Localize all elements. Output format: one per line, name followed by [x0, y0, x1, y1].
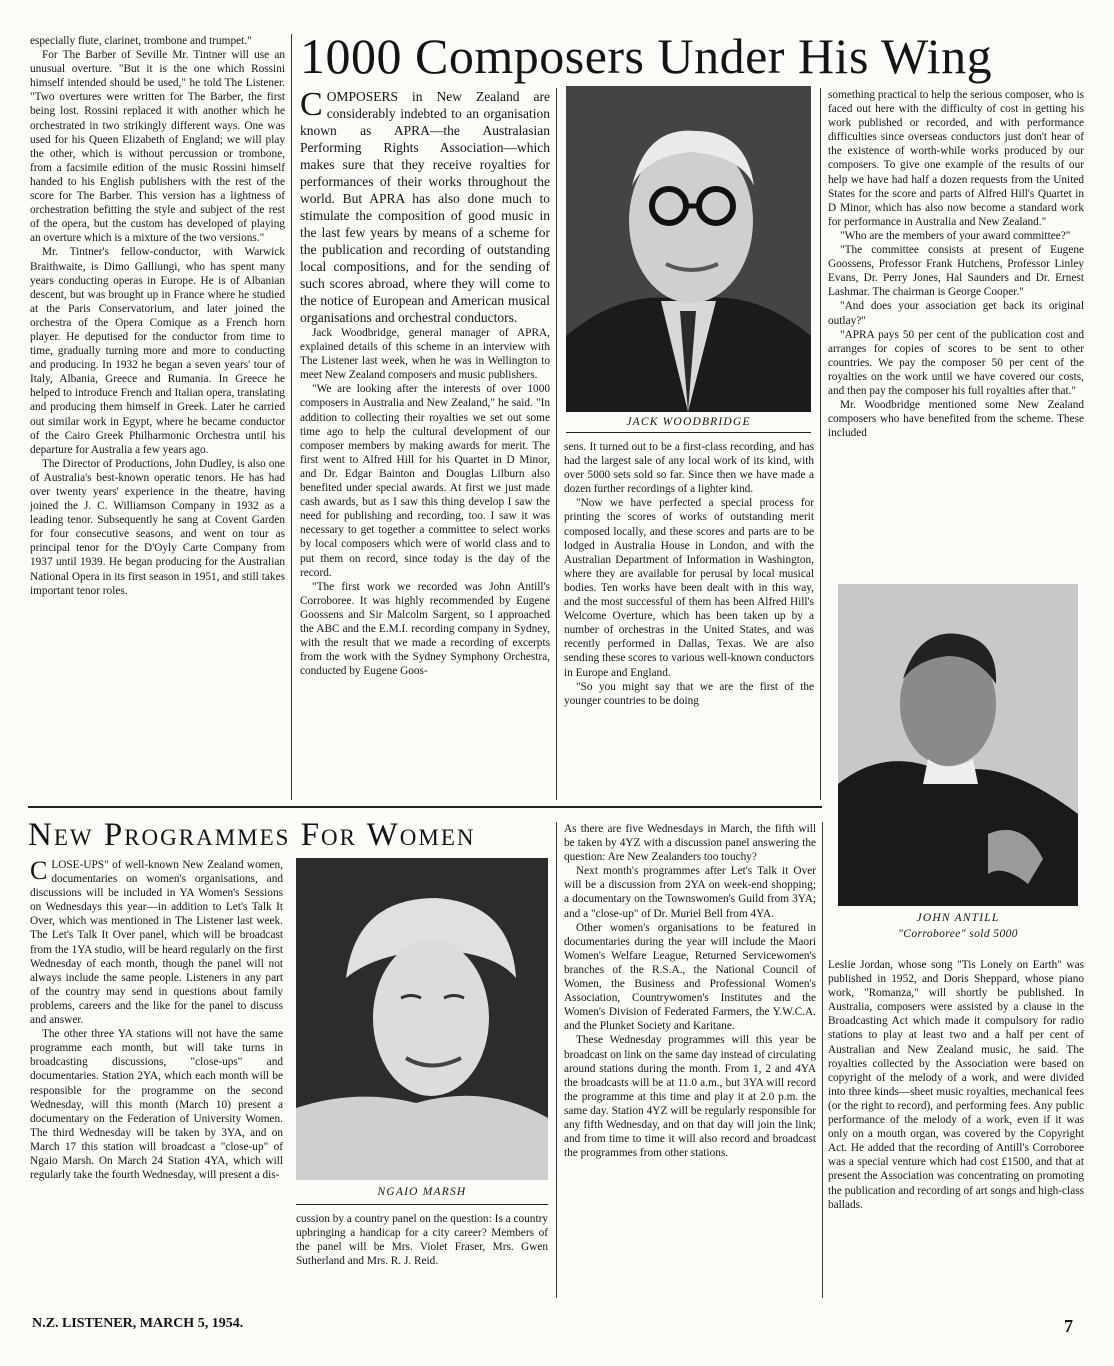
paragraph: Mr. Tintner's fellow-conductor, with Warwick Braithwaite, is Dimo Galliungi, who has spent many years conducting operas in Europe. He is of Albanian descent, but was brought up in France where he studied at the Paris Conservatorium, and later joined the orchestra of the Opera Comique as a French horn player. He deputised for the conductor from time to time, gradually turning more and more to conducting and producing. In 1932 he began a seven years' tour of Italy, Albania, Greece and Rumania. In Greece he helped to introduce French and Italian opera, translating and producing them himself in Greek. Later he carried out similar work in Egypt, where he became conductor of the Cairo Greek Philharmonic Orchestra until his departure for Australia a few years ago.: [30, 246, 285, 456]
paragraph: "We are looking after the interests of over 1000 composers in Australia and New Zealand," he said. "In addition to collecting their royalties we set out some time ago to help the cultural development of our composer members by making awards for merit. The first went to Alfred Hill for his Quartet in D Minor, and Dr. Edgar Bainton and Douglas Lilburn also benefited under special awards. At first we just made cash awards, but as I saw this thing develop I saw the need for publishing and recording, too. I saw it was necessary to get together a committee to select works by local composers which were of world class and to put them on record, since today is the day of the record.: [300, 383, 550, 579]
women-column-3: [564, 822, 816, 1298]
paragraph: "The committee consists at present of Eugene Goossens, Professor Frank Hutchens, Professor Linley Evans, Dr. Perry Jones, Hal Saunders and Dr. Ernest Lashmar. The chairman is George Cooper.": [828, 244, 1084, 299]
portrait-illustration: [296, 858, 548, 1180]
paragraph: especially flute, clarinet, trombone and trumpet.": [30, 35, 252, 47]
photo-jack-woodbridge: [566, 86, 811, 412]
column-rule: [556, 88, 557, 800]
paragraph: Next month's programmes after Let's Talk it Over will be a discussion from 2YA on week-end shopping; a documentary on the Townswomen's Guild from 3YA; and a "close-up" of Dr. Muriel Bell from 4YA.: [564, 865, 816, 920]
caption-rule: [566, 432, 811, 433]
drop-cap: C: [30, 858, 48, 885]
women-column-2-bottom: [296, 1212, 548, 1298]
paragraph: These Wednesday programmes will this year be broadcast on link on the same day instead of circulating around stations during the month. From 1, 2 and 4YA the broadcasts will be at 11.0 a.m., but 3YA will record the programme at this time and play it at 2.0 p.m. the same day. Station 4YZ will be regularly responsible for any fifth Wednesday, and on that day will join the link; and from time to time it will also record and broadcast the programmes from other stations.: [564, 1034, 816, 1160]
lead-text: OMPOSERS in New Zealand are considerably indebted to an organisation known as APRA—the Australasian Performing Rights Association—which makes sure that they receive royalties for performances of their works throughout the world. But APRA has also done much to stimulate the composition of good music in the last few years by means of a scheme for the publication and recording of outstanding local compositions, and for the sending of such scores abroad, where they will come to the notice of European and American musical organisations and orchestral conductors.: [300, 89, 550, 325]
photo-ngaio-marsh: [296, 858, 548, 1180]
women-headline: New Programmes For Women: [28, 817, 476, 853]
drop-cap: C: [300, 88, 323, 123]
paragraph: As there are five Wednesdays in March, the fifth will be taken by 4YZ with a discussion panel answering the question: Are New Zealanders too touchy?: [564, 823, 816, 864]
column-1: [30, 34, 285, 800]
paragraph: Jack Woodbridge, general manager of APRA, explained details of this scheme in an interview with The Listener last week, when he was in Wellington to meet New Zealand composers and music publishers.: [300, 327, 550, 382]
paragraph: sens. It turned out to be a first-class recording, and has had the largest sale of any local work of its kind, with over 5000 sets sold so far. Since then we have made a dozen further recordings of a lighter kind.: [564, 441, 814, 496]
paragraph: Mr. Woodbridge mentioned some New Zealand composers who have benefited from the scheme. These included: [828, 399, 1084, 440]
column-4: [828, 88, 1084, 578]
paragraph: "APRA pays 50 per cent of the publication cost and arranges for copies of scores to be sent to other countries. We pay the composer 50 per cent of the royalties on the work until we have covered our costs, and then pay the composer his full royalties after that.": [828, 328, 1084, 397]
lead-paragraph: [300, 88, 550, 326]
column-rule: [822, 822, 823, 1298]
column-rule: [820, 88, 821, 800]
women-column-1: [30, 858, 283, 1298]
lead-paragraph: [30, 858, 283, 1027]
paragraph: cussion by a country panel on the question: Is a country upbringing a handicap for a city career? Members of the panel will be Mrs. Violet Fraser, Mrs. Gwen Sutherland and Mrs. R. J. Reid.: [296, 1213, 548, 1268]
portrait-illustration: [566, 86, 811, 412]
column-4-bottom: [828, 958, 1084, 1298]
portrait-illustration: [838, 584, 1078, 906]
article-headline: 1000 Composers Under His Wing: [300, 28, 993, 84]
paragraph: "Who are the members of your award committee?": [840, 229, 1071, 242]
footer-page-number: 7: [1064, 1316, 1073, 1336]
footer-publication: N.Z. LISTENER, MARCH 5, 1954.: [32, 1316, 244, 1331]
column-rule: [556, 822, 557, 1298]
column-2: [300, 88, 550, 800]
paragraph: Leslie Jordan, whose song "Tis Lonely on Earth" was published in 1952, and Doris Sheppard, whose piano work, "Romanza," will shortly be published. In Australia, composers were assisted by a clause in the Broadcasting Act which made it compulsory for radio stations to play at least two and a half per cent of Australian and New Zealand music, he said. The royalties collected by the Association were based on copyright of the melody of a work, and were divided into three kinds—sheet music royalties, mechanical fees (or the right to record), and performing fees. Any public performance of the melody of a work, even if it was only on a mouth organ, was covered by the Copyright Act. He added that the recording of Antill's Corroboree was a special venture which had cost £1500, and that at present the Association was concentrating on promoting the publication and recording of art songs and high-class ballads.: [828, 959, 1084, 1211]
caption-antill: JOHN ANTILL: [916, 912, 1000, 924]
paragraph: "And does your association get back its original outlay?": [828, 300, 1084, 327]
caption-woodbridge: JACK WOODBRIDGE: [626, 416, 751, 428]
paragraph: Other women's organisations to be featured in documentaries during the year will include the Maori Women's Welfare League, Returned Servicewomen's branches of the R.S.A., the National Council of Women, the Business and Professional Women's Association, Countrywomen's Institutes and the Women's Division of Federated Farmers, the Y.W.C.A. and the Plunket Society and Karitane.: [564, 921, 816, 1033]
column-rule: [291, 34, 292, 800]
paragraph: something practical to help the serious composer, who is faced out here with the difficulty of cost in getting his work published or recorded, and with performance difficulties since overseas conductors just don't hear of the existence of worth-while works produced by our composers. To give one example of the results of our help we have had half a dozen requests from the United States for the score and parts of Alfred Hill's Quartet in D Minor, which has also now become a standard work for performance in Australia and New Zealand.": [828, 89, 1084, 228]
paragraph: The Director of Productions, John Dudley, is also one of Australia's best-known operatic tenors. He has had over twenty years' experience in the theatre, having joined the J. C. Williamson Company in 1932 as a leading tenor. Subsequently he sang at Covent Garden for four consecutive seasons, and went on tour as principal tenor for the D'Oyly Carte Company from 1937 until 1939. He began producing for the Australian National Opera in its first season in 1951, and still takes important tenor roles.: [30, 457, 285, 597]
paragraph: The other three YA stations will not have the same programme each month, but will take turns in broadcasting discussions, "close-ups" and documentaries. Station 2YA, which each month will be responsible for the programme on the second Wednesday, will this month (March 10) present a documentary on the Federation of University Women. The third Wednesday will be taken by 3YA, and on March 17 this station will broadcast a "close-up" of Ngaio Marsh. On March 24 Station 4YA, which will regularly take the fourth Wednesday, will present a dis-: [30, 1028, 283, 1182]
section-divider: [28, 806, 822, 808]
photo-john-antill: [838, 584, 1078, 906]
paragraph: For The Barber of Seville Mr. Tintner will use an unusual overture. "But it is the one which Rossini himself intended should be used," he told The Listener. "Two overtures were written for The Barber, the first being lost. Rossini replaced it with another which he orchestrated in two strikingly different ways. One was used for his Queen Elizabeth of England; we will play the other, which is without percussion or trombone, from a facsimile edition of the music Rossini himself handed to his English publishers with the rest of the score for The Barber. This version has a lightness of orchestration befitting the style and subject of the rest of the opera, but the custom has developed of playing an overture which is a mixture of the two versions.": [30, 49, 285, 245]
caption-antill-sub: "Corroboree" sold 5000: [898, 928, 1018, 940]
paragraph: "The first work we recorded was John Antill's Corroboree. It was highly recommended by Eugene Goossens and Sir Malcolm Sargent, so I approached the ABC and the E.M.I. recording company in Sydney, with the result that we made a recording of excerpts from the work with the Sydney Symphony Orchestra, conducted by Eugene Goos-: [300, 580, 550, 678]
lead-text: LOSE-UPS" of well-known New Zealand women, documentaries on women's organisations, and discussions will be included in YA Women's Sessions on Wednesdays this year—in addition to Let's Talk It Over, which was mentioned in The Listener last week. The Let's Talk It Over panel, which will be broadcast from the 1YA studio, will be heard regularly on the first Wednesday of each month, though the panel will not always include the same people. Listeners in any part of the country may send in questions about family problems, careers and the like for the panel to discuss and answer.: [30, 859, 283, 1027]
paragraph: "So you might say that we are the first of the younger countries to be doing: [564, 680, 814, 707]
caption-rule: [296, 1204, 548, 1205]
paragraph: "Now we have perfected a special process for printing the scores of works of outstanding merit composed locally, and these scores and parts are to be lodged in Australia House in London, and with the Australian Department of Information in Washington, where they are available for perusal by local musical bodies. Ten works have been dealt with in this way, and the most successful of them has been Alfred Hill's Welcome Overture, which has been taken up by a number of orchestras in the United States, and was recently performed in Dallas, Texas. We are also sending these scores to various well-known conductors in Europe and England.: [564, 497, 814, 679]
column-3: [564, 440, 814, 800]
caption-marsh: NGAIO MARSH: [377, 1186, 467, 1198]
